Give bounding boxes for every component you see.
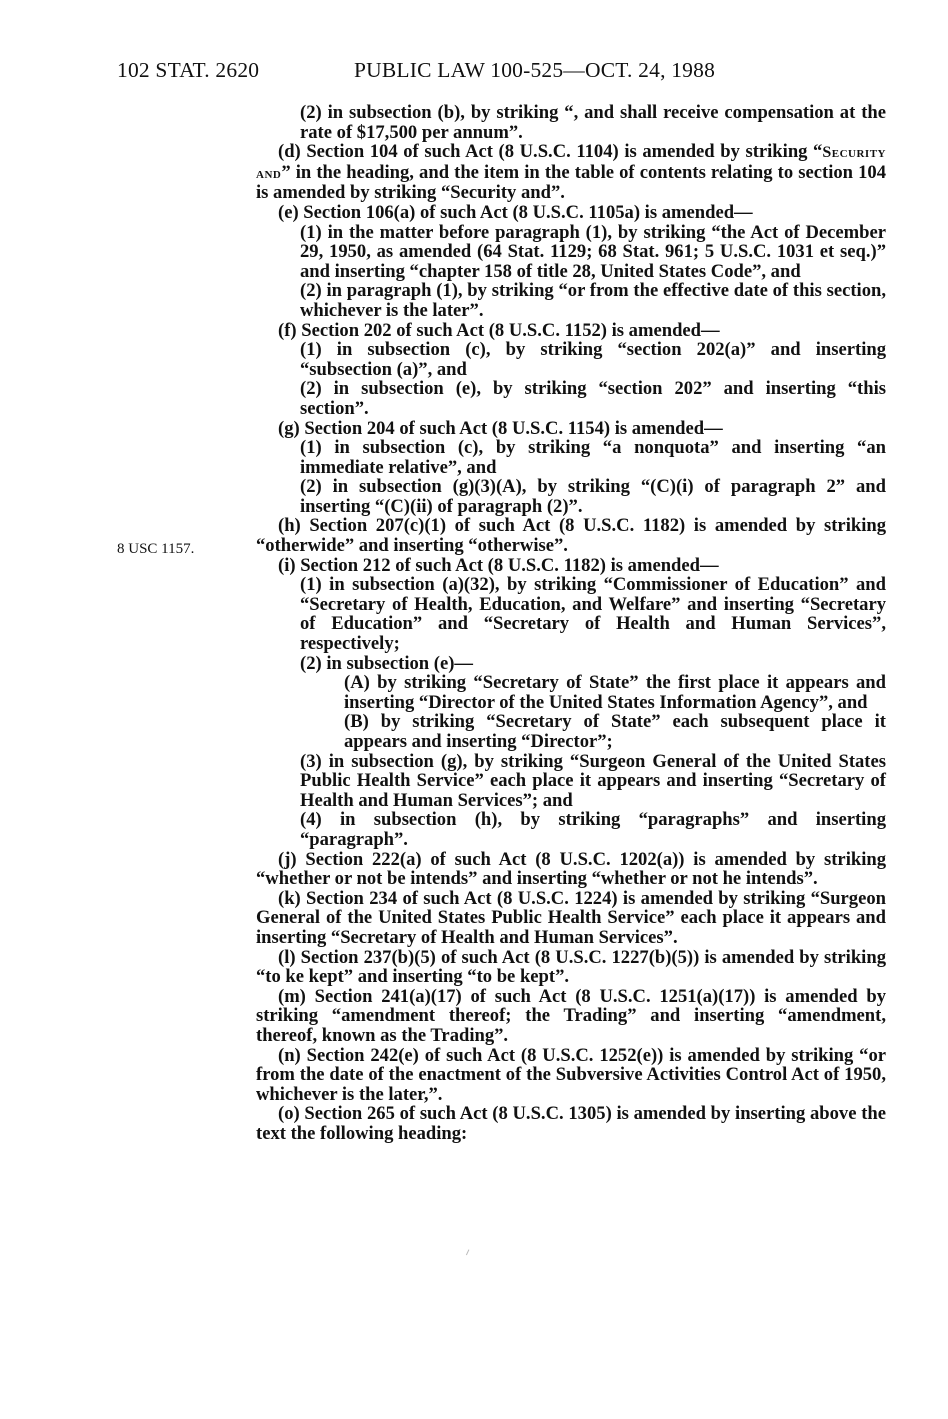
paragraph: (g) Section 204 of such Act (8 U.S.C. 1154) is amended— (278, 417, 723, 439)
paragraph: (1) in subsection (c), by striking “a nonquota” and inserting “an immediate relative”, and (300, 437, 886, 478)
paragraph: (1) in subsection (a)(32), by striking “Commissioner of Education” and “Secretary of Health, Education, and Welfare” and inserting “Secretary of Education” and “Secretary of Health and Human Services”, respectively; (300, 574, 886, 655)
paragraph: (n) Section 242(e) of such Act (8 U.S.C. 1252(e)) is amended by striking “or from the date of the enactment of the Subversive Activities Control Act of 1950, whichever is the later,”. (256, 1044, 886, 1105)
page-reference: 102 STAT. 2620 (117, 58, 260, 82)
paragraph: (2) in subsection (b), by striking “, and shall receive compensation at the rate of $17,500 per annum”. (300, 102, 886, 143)
law-title: PUBLIC LAW 100-525—OCT. 24, 1988 (354, 58, 716, 82)
paragraph: (f) Section 202 of such Act (8 U.S.C. 1152) is amended— (278, 319, 720, 341)
paragraph: (h) Section 207(c)(1) of such Act (8 U.S.C. 1182) is amended by striking “otherwide” and inserting “otherwise”. (256, 515, 886, 557)
paragraph: (2) in paragraph (1), by striking “or from the effective date of this section, whichever is the later”. (300, 280, 886, 321)
paragraph (256, 142, 886, 203)
paragraph: (o) Section 265 of such Act (8 U.S.C. 1305) is amended by inserting above the text the following heading: (256, 1103, 886, 1144)
running-head (0, 58, 948, 88)
paragraph: (B) by striking “Secretary of State” each subsequent place it appears and inserting “Director”; (344, 711, 886, 752)
paragraph: (4) in subsection (h), by striking “paragraphs” and inserting “paragraph”. (300, 809, 886, 850)
paragraph: (1) in the matter before paragraph (1), by striking “the Act of December 29, 1950, as amended (64 Stat. 1129; 68 Stat. 961; 5 U.S.C. 1031 et seq.)” and inserting “chapter 158 of title 28, United States Code”, and (300, 221, 886, 282)
paragraph: (i) Section 212 of such Act (8 U.S.C. 1182) is amended— (278, 554, 719, 576)
scan-speck (466, 1249, 472, 1256)
paragraph: (2) in subsection (e)— (300, 652, 474, 674)
text-segment: ” in the heading, and the item in the table of contents relating to section 104 is amended by striking “Security and”. (256, 161, 886, 204)
margin-note-usc: 8 USC 1157. (117, 541, 195, 557)
small-caps-text: Security and (256, 144, 886, 182)
statute-text (256, 103, 886, 1143)
paragraph: (A) by striking “Secretary of State” the first place it appears and inserting “Director of the United States Information Agency”, and (344, 672, 886, 713)
paragraph: (3) in subsection (g), by striking “Surgeon General of the United States Public Health Service” each place it appears and inserting “Secretary of Health and Human Services”; and (300, 750, 886, 811)
paragraph: (2) in subsection (e), by striking “section 202” and inserting “this section”. (300, 378, 886, 419)
paragraph: (j) Section 222(a) of such Act (8 U.S.C. 1202(a)) is amended by striking “whether or not be intends” and inserting “whether or not he intends”. (256, 848, 886, 890)
paragraph: (k) Section 234 of such Act (8 U.S.C. 1224) is amended by striking “Surgeon General of the United States Public Health Service” each place it appears and inserting “Secretary of Health and Human Services”. (256, 887, 886, 948)
paragraph: (l) Section 237(b)(5) of such Act (8 U.S.C. 1227(b)(5)) is amended by striking “to ke kept” and inserting “to be kept”. (256, 946, 886, 988)
paragraph: (1) in subsection (c), by striking “section 202(a)” and inserting “subsection (a)”, and (300, 339, 886, 380)
paragraph: (m) Section 241(a)(17) of such Act (8 U.S.C. 1251(a)(17)) is amended by striking “amendment thereof; the Trading” and inserting “amendment, thereof, known as the Trading”. (256, 985, 886, 1046)
text-segment: (d) Section 104 of such Act (8 U.S.C. 1104) is amended by striking “ (278, 141, 823, 163)
paragraph: (2) in subsection (g)(3)(A), by striking “(C)(i) of paragraph 2” and inserting “(C)(ii) of paragraph (2)”. (300, 476, 886, 517)
paragraph: (e) Section 106(a) of such Act (8 U.S.C. 1105a) is amended— (278, 201, 753, 223)
